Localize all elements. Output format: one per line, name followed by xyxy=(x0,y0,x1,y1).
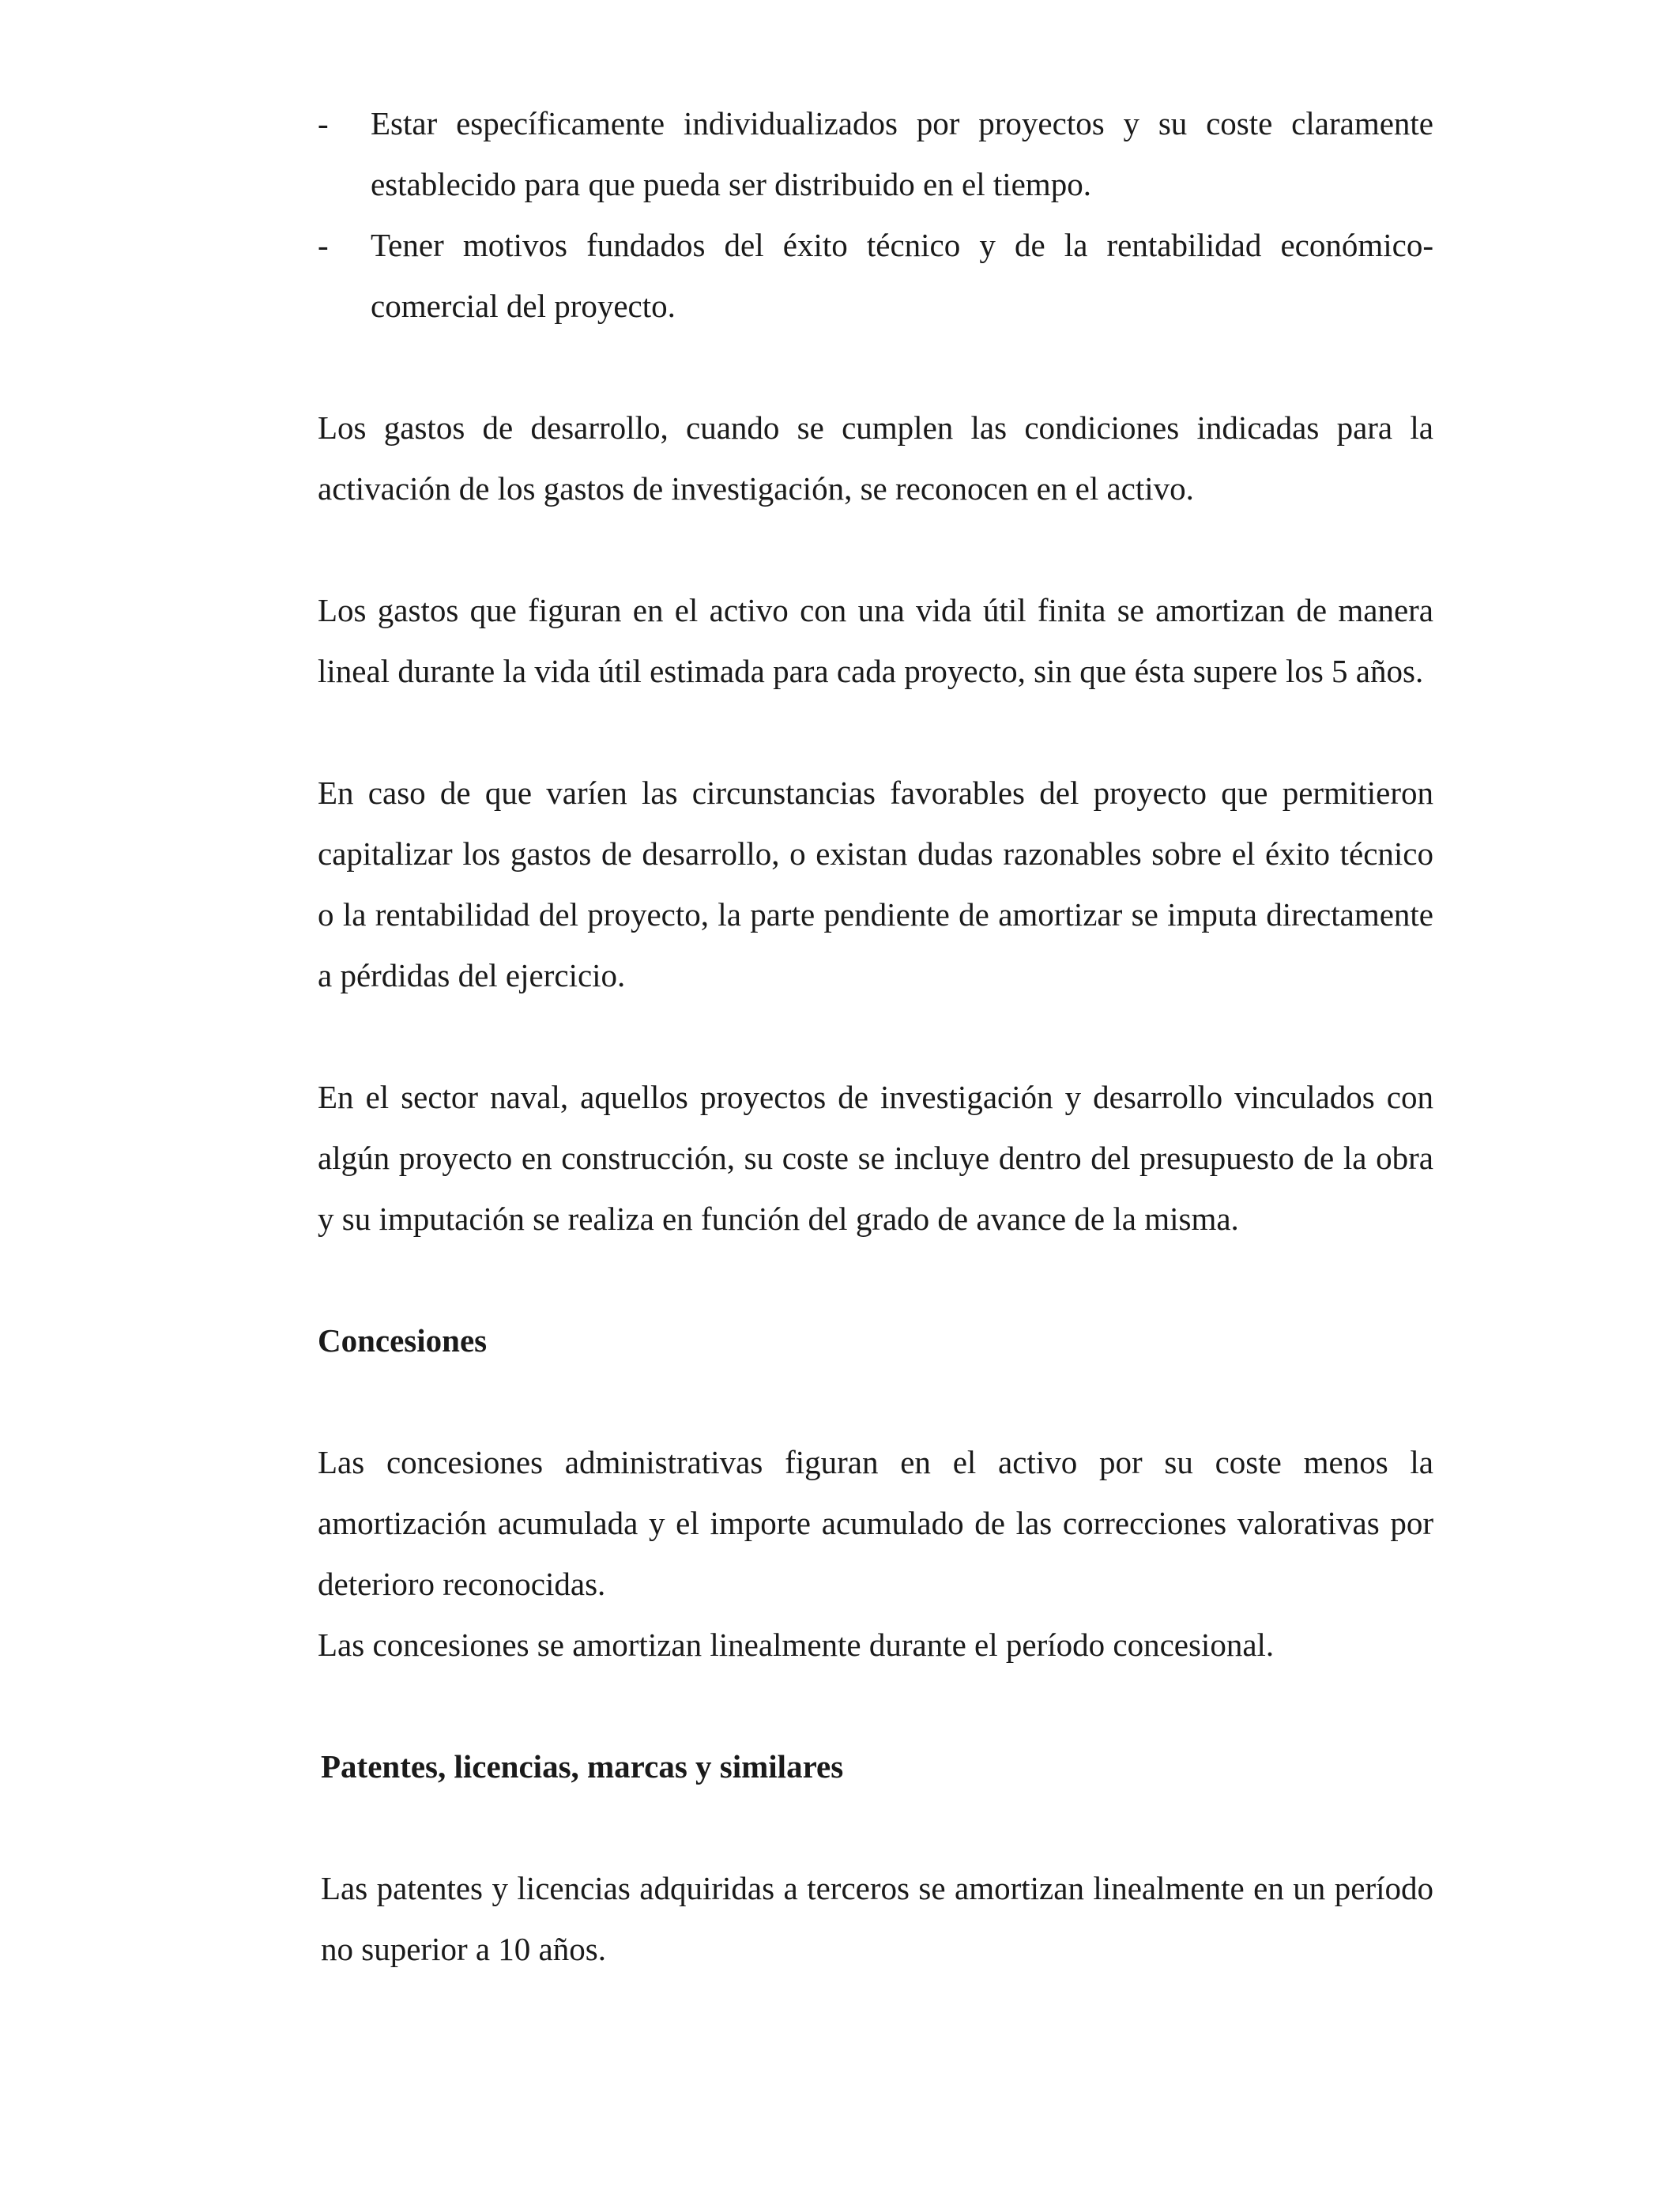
section-heading-patentes: Patentes, licencias, marcas y similares xyxy=(321,1748,844,1785)
paragraph-patentes: Las patentes y licencias adquiridas a terceros se amortizan linealmente en un período no superior a 10 años. xyxy=(321,1870,1433,1967)
spacer xyxy=(318,1371,1433,1432)
requirements-list xyxy=(318,93,1433,337)
spacer xyxy=(318,1250,1433,1310)
document-body xyxy=(318,93,1433,1980)
paragraph-concesiones-cost: Las concesiones administrativas figuran en el activo por su coste menos la amortización acumulada y el importe acumulado de las correcciones valorativas por deterioro reconocidas. xyxy=(318,1444,1433,1602)
section-heading-concesiones: Concesiones xyxy=(318,1322,488,1359)
spacer xyxy=(318,1006,1433,1067)
paragraph-naval-sector: En el sector naval, aquellos proyectos de investigación y desarrollo vinculados con algún proyecto en construcción, su coste se incluye dentro del presupuesto de la obra y su imputación se realiza en función del grado de avance de la misma. xyxy=(318,1079,1433,1237)
paragraph-circumstances: En caso de que varíen las circunstancias favorables del proyecto que permitieron capitalizar los gastos de desarrollo, o existan dudas razonables sobre el éxito técnico o la rentabilidad del proyecto, la parte pendiente de amortizar se imputa directamente a pérdidas del ejercicio. xyxy=(318,775,1433,993)
list-item xyxy=(318,93,1433,215)
bullet-marker: - xyxy=(318,105,329,141)
spacer xyxy=(318,1676,1433,1736)
spacer xyxy=(318,702,1433,763)
spacer xyxy=(318,337,1433,398)
spacer xyxy=(318,519,1433,580)
paragraph-amortization: Los gastos que figuran en el activo con una vida útil finita se amortizan de manera lineal durante la vida útil estimada para cada proyecto, sin que ésta supere los 5 años. xyxy=(318,592,1433,689)
bullet-marker: - xyxy=(318,227,329,263)
paragraph-development-costs: Los gastos de desarrollo, cuando se cumplen las condiciones indicadas para la activación de los gastos de investigación, se reconocen en el activo. xyxy=(318,409,1433,507)
paragraph-concesiones-amortization: Las concesiones se amortizan linealmente durante el período concesional. xyxy=(318,1627,1275,1663)
list-item xyxy=(318,215,1433,337)
list-item-text: Estar específicamente individualizados por proyectos y su coste claramente establecido para que pueda ser distribuido en el tiempo. xyxy=(371,105,1433,202)
spacer xyxy=(318,1797,1433,1858)
list-item-text: Tener motivos fundados del éxito técnico y de la rentabilidad económico-comercial del proyecto. xyxy=(371,227,1433,324)
